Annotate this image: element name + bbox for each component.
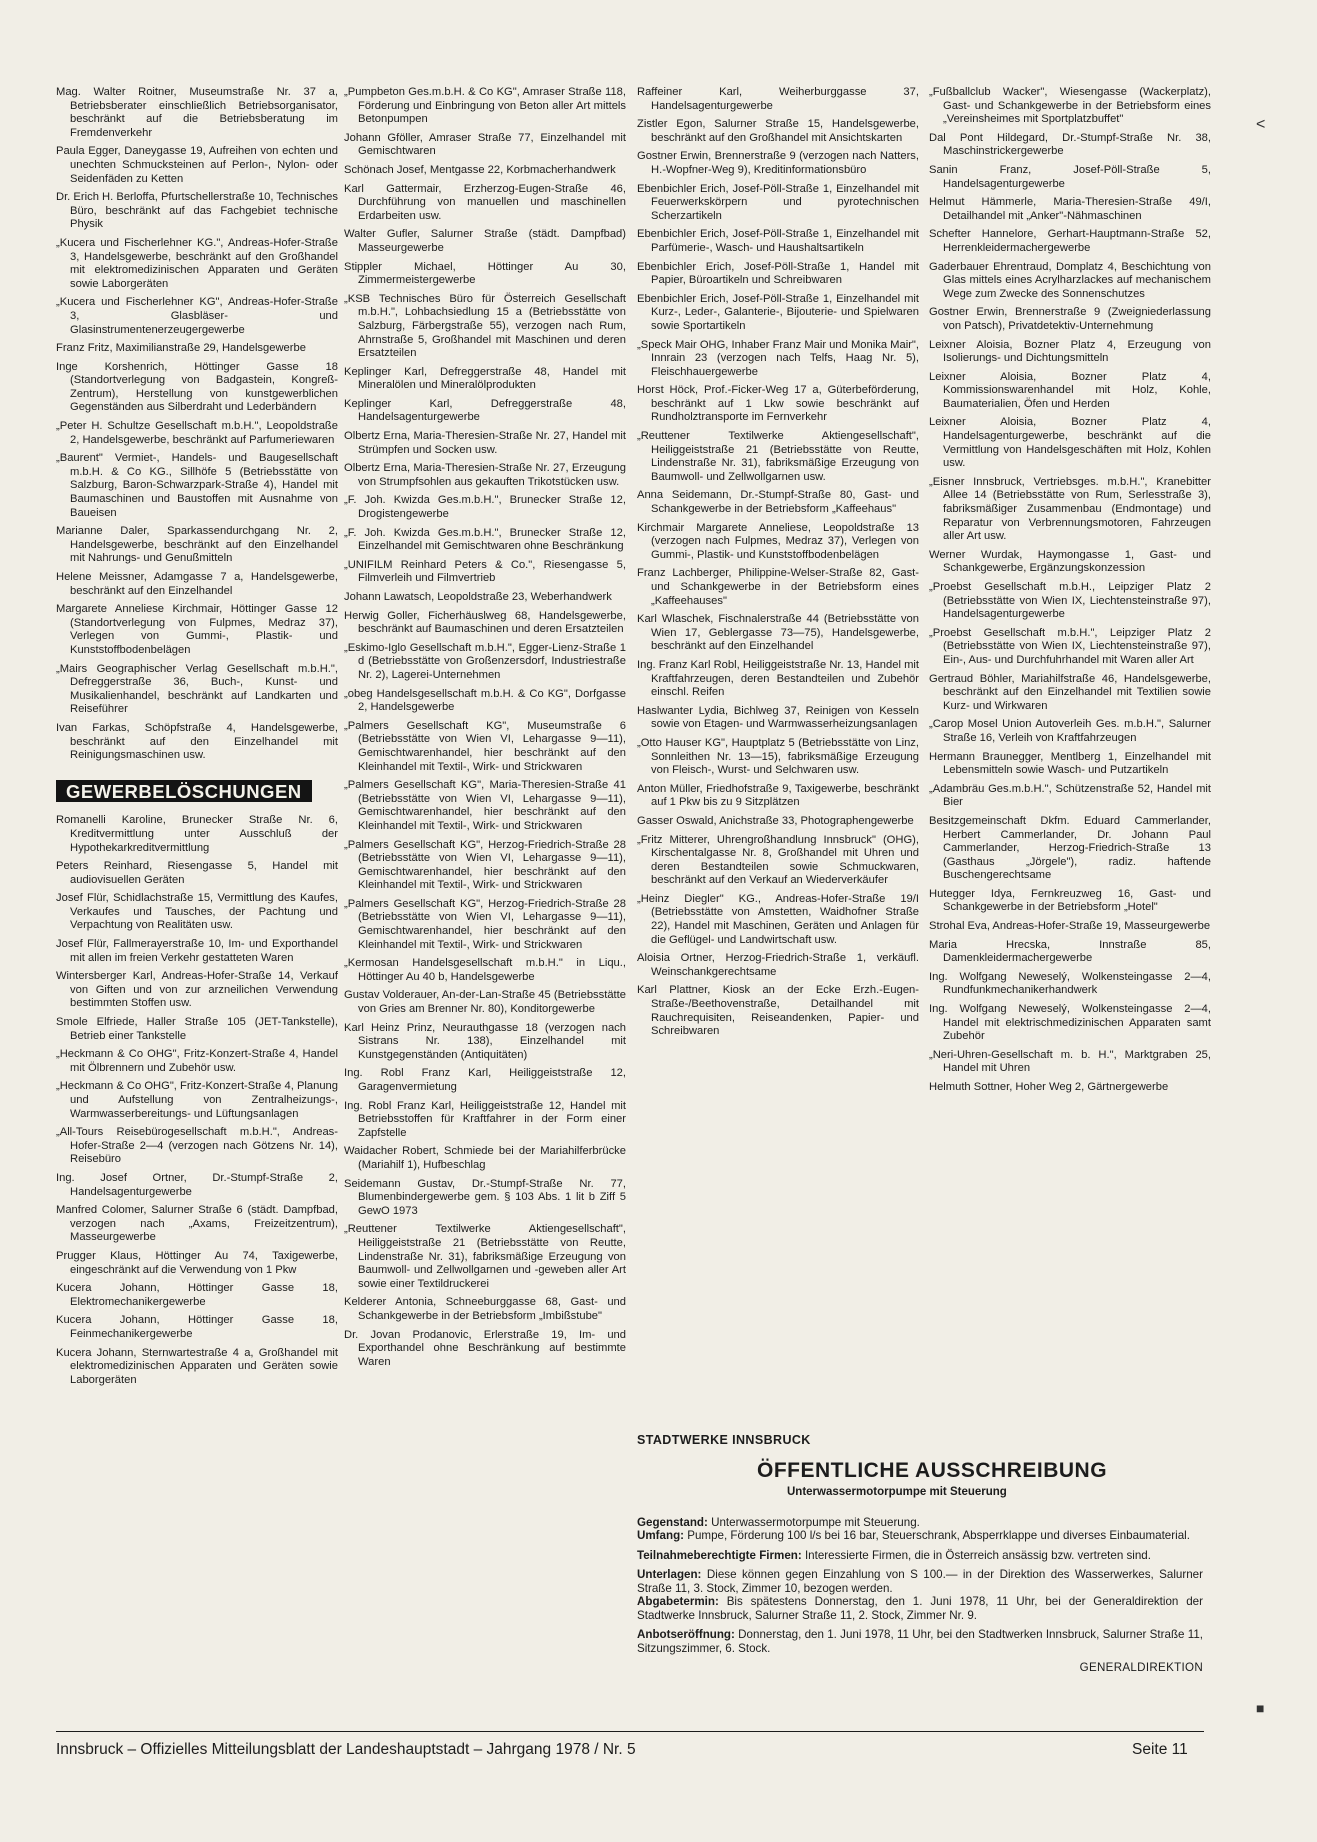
register-entry: Ebenbichler Erich, Josef-Pöll-Straße 1, Einzelhandel mit Feuerwerkskörpern und pyrotechnischen Scherzartikeln [637, 182, 919, 222]
tender-organization: STADTWERKE INNSBRUCK [637, 1433, 811, 1447]
register-entry: Josef Flür, Fallmerayerstraße 10, Im- und Exporthandel mit allen im freien Verkehr gestatteten Waren [56, 938, 338, 964]
register-entry: Kucera Johann, Höttinger Gasse 18, Feinmechanikergewerbe [56, 1314, 338, 1340]
tender-opening: Anbotseröffnung: Donnerstag, den 1. Juni 1978, 11 Uhr, bei den Stadtwerken Innsbruck, Salurner Straße 11, Sitzungszimmer, 6. Stock. [637, 1628, 1203, 1655]
register-entry: Ivan Farkas, Schöpfstraße 4, Handelsgewerbe, beschränkt auf den Einzelhandel mit Reinigungsmaschinen usw. [56, 721, 338, 762]
tender-signature: GENERALDIREKTION [1079, 1661, 1203, 1674]
register-entry: Besitzgemeinschaft Dkfm. Eduard Cammerlander, Herbert Cammerlander, Dr. Johann Paul Cammerlander, Herzog-Friedrich-Straße 13 (Gasthaus „Jörgele"), radiz. haftende Buschengerechtsame [929, 814, 1211, 882]
register-entry: Herwig Goller, Ficherhäuslweg 68, Handelsgewerbe, beschränkt auf Baumaschinen und deren Ersatzteilen [344, 609, 626, 636]
register-entry: Hermann Braunegger, Mentlberg 1, Einzelhandel mit Lebensmitteln sowie Wasch- und Putzartikeln [929, 750, 1211, 777]
register-entry: Margarete Anneliese Kirchmair, Höttinger Gasse 12 (Standortverlegung von Fulpmes, Medraz 37), Verlegen von Gummi-, Plastik- und Kunststoffbodenbelägen [56, 603, 338, 656]
register-entry: „Peter H. Schultze Gesellschaft m.b.H.", Leopoldstraße 2, Handelsgewerbe, beschränkt auf Parfumeriewaren [56, 420, 338, 446]
register-entry: Anton Müller, Friedhofstraße 9, Taxigewerbe, beschränkt auf 1 Pkw bis zu 9 Sitzplätzen [637, 782, 919, 809]
register-entry: „Palmers Gesellschaft KG", Herzog-Friedrich-Straße 28 (Betriebsstätte von Wien VI, Lehargasse 9—11), Gemischtwarenhandel, hier beschränkt auf den Kleinhandel mit Textil-, Wirk- und Strickwaren [344, 897, 626, 951]
register-entry: Johann Gföller, Amraser Straße 77, Einzelhandel mit Gemischtwaren [344, 131, 626, 158]
register-entry: Karl Gattermair, Erzherzog-Eugen-Straße 46, Durchführung von manuellen und maschinellen Erdarbeiten usw. [344, 182, 626, 222]
register-entry: „Kucera und Fischerlehner KG.", Andreas-Hofer-Straße 3, Handelsgewerbe, beschränkt auf den Großhandel mit elektromedizinischen Apparaten und Geräten sowie Laborgeräten [56, 236, 338, 290]
register-entry: Gostner Erwin, Brennerstraße 9 (Zweigniederlassung von Patsch), Privatdetektiv-Unternehmung [929, 306, 1211, 332]
register-entry: Kelderer Antonia, Schneeburggasse 68, Gast- und Schankgewerbe in der Betriebsform „Imbißstube" [344, 1296, 626, 1322]
register-entry: Gasser Oswald, Anichstraße 33, Photographengewerbe [637, 814, 914, 827]
footer-rule [56, 1731, 1204, 1732]
tender-title: ÖFFENTLICHE AUSSCHREIBUNG [757, 1458, 1108, 1482]
register-entry: „F. Joh. Kwizda Ges.m.b.H.", Brunecker Straße 12, Drogistengewerbe [344, 494, 626, 521]
register-entry: „Heinz Diegler" KG., Andreas-Hofer-Straße 19/I (Betriebsstätte von Amstetten, Waidhofner Straße 22), Handel mit Maschinen, Geräten und Anlagen für die Geflügel- und Landwirtschaft usw. [637, 892, 919, 946]
register-entry: „Kucera und Fischerlehner KG", Andreas-Hofer-Straße 3, Glasbläser- und Glasinstrumentenerzeugergewerbe [56, 296, 338, 336]
register-entry: Dr. Jovan Prodanovic, Erlerstraße 19, Im- und Exporthandel ohne Beschränkung auf bestimmte Waren [344, 1328, 626, 1368]
register-entry: Karl Plattner, Kiosk an der Ecke Erzh.-Eugen-Straße-/Beethovenstraße, Detailhandel mit Rauchrequisiten, Reiseandenken, Papier- und Schreibwaren [637, 984, 919, 1038]
register-entry: Mag. Walter Roitner, Museumstraße Nr. 37 a, Betriebsberater einschließlich Betriebsorganisator, beschränkt auf die Betriebsberatung im Fremdenverkehr [56, 86, 338, 139]
register-entry: Keplinger Karl, Defreggerstraße 48, Handelsagenturgewerbe [344, 397, 626, 424]
register-entry: „Palmers Gesellschaft KG", Herzog-Friedrich-Straße 28 (Betriebsstätte von Wien VI, Lehargasse 9—11), Gemischtwarenhandel, hier beschränkt auf den Kleinhandel mit Textil-, Wirk- und Strickwaren [344, 838, 626, 892]
register-entry: Josef Flür, Schidlachstraße 15, Vermittlung des Kaufes, Verkaufes und Tausches, der Pachtung und Verpachtung von Realitäten usw. [56, 892, 338, 932]
margin-mark: < [1256, 116, 1266, 133]
register-entry: Helmuth Sottner, Hoher Weg 2, Gärtnergewerbe [929, 1081, 1169, 1093]
register-entry: „Otto Hauser KG", Hauptplatz 5 (Betriebsstätte von Linz, Sonnleithen Nr. 13—15), fabriksmäßige Erzeugung von Fleisch-, Wurst- und Selchwaren usw. [637, 736, 919, 777]
register-entry: „UNIFILM Reinhard Peters & Co.", Riesengasse 5, Filmverleih und Filmvertrieb [344, 558, 626, 585]
register-entry: „Proebst Gesellschaft m.b.H., Leipziger Platz 2 (Betriebsstätte von Wien IX, Liechtensteinstraße 97), Handelsagenturgewerbe [929, 581, 1211, 621]
register-entry: Leixner Aloisia, Bozner Platz 4, Kommissionswarenhandel mit Holz, Kohle, Baumaterialien, Öfen und Herden [929, 370, 1211, 410]
register-entry: „Eskimo-Iglo Gesellschaft m.b.H.", Egger-Lienz-Straße 1 d (Betriebsstätte von Großenzersdorf, Industriestraße Nr. 2), Lagerei-Unternehmen [344, 641, 626, 681]
public-tender-notice [637, 1434, 1203, 1675]
register-entry: Smole Elfriede, Haller Straße 105 (JET-Tankstelle), Betrieb einer Tankstelle [56, 1016, 338, 1042]
register-entry: Anna Seidemann, Dr.-Stumpf-Straße 80, Gast- und Schankgewerbe in der Betriebsform „Kaffeehaus" [637, 489, 919, 516]
register-entry: Strohal Eva, Andreas-Hofer-Straße 19, Masseurgewerbe [929, 920, 1211, 933]
register-entry: „Carop Mosel Union Autoverleih Ges. m.b.H.", Salurner Straße 16, Verleih von Kraftfahrzeugen [929, 718, 1211, 744]
register-entry: Werner Wurdak, Haymongasse 1, Gast- und Schankgewerbe, Ergänzungskonzession [929, 548, 1211, 575]
register-entry: Leixner Aloisia, Bozner Platz 4, Erzeugung von Isolierungs- und Dichtungsmitteln [929, 338, 1211, 365]
register-entry: Waidacher Robert, Schmiede bei der Mariahilferbrücke (Mariahilf 1), Hufbeschlag [344, 1145, 626, 1171]
register-entry: Romanelli Karoline, Brunecker Straße Nr. 6, Kreditvermittlung unter Ausschluß der Hypothekarkreditvermittlung [56, 814, 338, 854]
register-entry: Olbertz Erna, Maria-Theresien-Straße Nr. 27, Handel mit Strümpfen und Socken usw. [344, 430, 626, 456]
register-entry: Manfred Colomer, Salurner Straße 6 (städt. Dampfbad, verzogen nach „Axams, Freizeitzentrum), Masseurgewerbe [56, 1204, 338, 1244]
register-entry: Ing. Robl Franz Karl, Heiliggeiststraße 12, Garagenvermietung [344, 1067, 626, 1093]
register-entry: Marianne Daler, Sparkassendurchgang Nr. 2, Handelsgewerbe, beschränkt auf den Einzelhandel mit Nahrungs- und Genußmitteln [56, 525, 338, 565]
register-entry: „Adambräu Ges.m.b.H.", Schützenstraße 52, Handel mit Bier [929, 782, 1211, 809]
tender-eligibility: Teilnahmeberechtigte Firmen: Interessierte Firmen, die in Österreich ansässig bzw. vertreten sind. [637, 1548, 1151, 1562]
register-entry: „KSB Technisches Büro für Österreich Gesellschaft m.b.H.", Lohbachsiedlung 15 a (Betriebsstätte von Salzburg, Färbergstraße 55), verzogen nach Rum, Ahrnstraße 5, Großhandel mit Maschinen und deren Ersatzteilen [344, 292, 626, 360]
register-entry: Ebenbichler Erich, Josef-Pöll-Straße 1, Einzelhandel mit Parfümerie-, Wasch- und Haushaltsartikeln [637, 228, 919, 254]
register-entry: „obeg Handelsgesellschaft m.b.H. & Co KG", Dorfgasse 2, Handelsgewerbe [344, 687, 626, 714]
register-entry: „Pumpbeton Ges.m.b.H. & Co KG", Amraser Straße 118, Förderung und Einbringung von Beton aller Art mittels Betonpumpen [344, 86, 626, 126]
register-entry: Ing. Josef Ortner, Dr.-Stumpf-Straße 2, Handelsagenturgewerbe [56, 1171, 338, 1198]
tender-documents: Unterlagen: Diese können gegen Einzahlung von S 100.— in der Direktion des Wasserwerkes, Salurner Straße 11, 3. Stock, Zimmer 10, bezogen werden. Abgabetermin: Bis spätestens Donnerstag, den 1. Juni 1978, 11 Uhr, bei der Generaldirektion der Stadtwerke Innsbruck, Salurner Straße 11, 2. Stock, Zimmer Nr. 9. [637, 1568, 1203, 1622]
register-entry: Keplinger Karl, Defreggerstraße 48, Handel mit Mineralölen und Mineralölprodukten [344, 365, 626, 392]
column-4 [929, 86, 1211, 1100]
register-entry: Ing. Wolfgang Neweselý, Wolkensteingasse 2—4, Rundfunkmechanikerhandwerk [929, 970, 1211, 997]
register-entry: Horst Höck, Prof.-Ficker-Weg 17 a, Güterbeförderung, beschränkt auf 1 Lkw sowie beschränkt auf Rundholztransporte im Fernverkehr [637, 384, 919, 424]
register-entry: „Speck Mair OHG, Inhaber Franz Mair und Monika Mair", Innrain 23 (verzogen nach Telfs, Haag Nr. 5), Fleischhauergewerbe [637, 338, 919, 378]
register-entry: Schönach Josef, Mentgasse 22, Korbmacherhandwerk [344, 163, 616, 176]
register-entry: Ebenbichler Erich, Josef-Pöll-Straße 1, Handel mit Papier, Büroartikeln und Schreibwaren [637, 260, 919, 287]
register-entry: Maria Hrecska, Innstraße 85, Damenkleidermachergewerbe [929, 938, 1211, 965]
register-entry: Kucera Johann, Sternwartestraße 4 a, Großhandel mit elektromedizinischen Apparaten und Geräten sowie Laborgeräten [56, 1346, 338, 1386]
register-entry: Prugger Klaus, Höttinger Au 74, Taxigewerbe, eingeschränkt auf die Verwendung von 1 Pkw [56, 1249, 338, 1276]
register-entry: „Fritz Mitterer, Uhrengroßhandlung Innsbruck" (OHG), Kirschentalgasse Nr. 8, Großhandel mit Uhren und deren Bestandteilen sowie Schmuckwaren, beschränkt auf den Verkauf an Wiederverkäufer [637, 833, 919, 887]
register-entry: „All-Tours Reisebürogesellschaft m.b.H.", Andreas-Hofer-Straße 2—4 (verzogen nach Götzens Nr. 14), Reisebüro [56, 1126, 338, 1166]
register-entry: Schefter Hannelore, Gerhart-Hauptmann-Straße 52, Herrenkleidermachergewerbe [929, 228, 1211, 254]
section-header: GEWERBELÖSCHUNGEN [56, 780, 312, 803]
register-entry: Paula Egger, Daneygasse 19, Aufreihen von echten und unechten Schmucksteinen auf Perlon-, Nylon- oder Seidenfäden zu Ketten [56, 145, 338, 185]
register-entry: Walter Gufler, Salurner Straße (städt. Dampfbad) Masseurgewerbe [344, 228, 626, 254]
register-entry: Hutegger Idya, Fernkreuzweg 16, Gast- und Schankgewerbe in der Betriebsform „Hotel" [929, 887, 1211, 914]
register-entry: Olbertz Erna, Maria-Theresien-Straße Nr. 27, Erzeugung von Strumpfsohlen aus gekauften Trikotstücken usw. [344, 462, 626, 488]
register-entry: Gaderbauer Ehrentraud, Domplatz 4, Beschichtung von Glas mittels eines Acrylharzlackes auf mechanischem Wege zum Zwecke des Sonnenschutzes [929, 260, 1211, 300]
footer-publication: Innsbruck – Offizielles Mitteilungsblatt der Landeshauptstadt – Jahrgang 1978 / Nr. 5 [56, 1741, 636, 1758]
register-entry: Haslwanter Lydia, Bichlweg 37, Reinigen von Kesseln sowie von Etagen- und Warmwasserheizungsanlagen [637, 704, 919, 731]
register-entry: Wintersberger Karl, Andreas-Hofer-Straße 14, Verkauf von Giften und von zur arzneilichen Verwendung bestimmten Stoffen usw. [56, 970, 338, 1010]
register-entry: „Palmers Gesellschaft KG", Maria-Theresien-Straße 41 (Betriebsstätte von Wien VI, Lehargasse 9—11), Gemischtwarenhandel, hier beschränkt auf den Kleinhandel mit Textil-, Wirk- und Strickwaren [344, 779, 626, 832]
register-entry: Karl Wlaschek, Fischnalerstraße 44 (Betriebsstätte von Wien 17, Geblergasse 73—75), Handelsgewerbe, beschränkt auf den Einzelhandel [637, 613, 919, 653]
register-entry: „Reuttener Textilwerke Aktiengesellschaft", Heiliggeiststraße 21 (Betriebsstätte von Reutte, Lindenstraße Nr. 31), fabriksmäßige Erzeugung von Baumwoll- und Zellwollgarnen usw. [637, 430, 919, 483]
register-entry: Zistler Egon, Salurner Straße 15, Handelsgewerbe, beschränkt auf den Großhandel mit Ansichtskarten [637, 118, 919, 144]
register-entry: „Mairs Geographischer Verlag Gesellschaft m.b.H.", Defreggerstraße 36, Buch-, Kunst- und Musikalienhandel, beschränkt auf Landkarten und Reiseführer [56, 662, 338, 716]
register-entry: Inge Korshenrich, Höttinger Gasse 18 (Standortverlegung von Badgastein, Kongreß-Zentrum), Herstellung von kunstgewerblichen Gegenständen aus Silberdraht und Lederbändern [56, 360, 338, 414]
register-entry: „Heckmann & Co OHG", Fritz-Konzert-Straße 4, Handel mit Ölbrennern und Zubehör usw. [56, 1048, 338, 1074]
register-entry: „Palmers Gesellschaft KG", Museumstraße 6 (Betriebsstätte von Wien VI, Lehargasse 9—11), Gemischtwarenhandel, hier beschränkt auf den Kleinhandel mit Textil-, Wirk- und Strickwaren [344, 719, 626, 773]
column-1 [56, 86, 338, 1392]
register-entry: Franz Lachberger, Philippine-Welser-Straße 82, Gast- und Schankgewerbe in der Betriebsform eines „Kaffeehauses" [637, 567, 919, 607]
register-entry: „Reuttener Textilwerke Aktiengesellschaft", Heiliggeiststraße 21 (Betriebsstätte von Reutte, Lindenstraße Nr. 31), fabriksmäßige Erzeugung von Baumwoll- und Zellwollgarnen und -geweben aller Art sowie einer Textildruckerei [344, 1223, 626, 1290]
register-entry: „F. Joh. Kwizda Ges.m.b.H.", Brunecker Straße 12, Einzelhandel mit Gemischtwaren ohne Beschränkung [344, 526, 626, 553]
register-entry: „Neri-Uhren-Gesellschaft m. b. H.", Marktgraben 25, Handel mit Uhren [929, 1048, 1211, 1075]
register-entry: Raffeiner Karl, Weiherburggasse 37, Handelsagenturgewerbe [637, 86, 919, 112]
column-3 [637, 86, 919, 1044]
register-entry: Dr. Erich H. Berloffa, Pfurtschellerstraße 10, Technisches Büro, beschränkt auf das Fachgebiet technische Physik [56, 191, 338, 231]
register-entry: Helene Meissner, Adamgasse 7 a, Handelsgewerbe, beschränkt auf den Einzelhandel [56, 571, 338, 597]
register-entry: „Fußballclub Wacker", Wiesengasse (Wackerplatz), Gast- und Schankgewerbe in der Betriebsform eines „Vereinsheimes mit Sportplatzbuffet" [929, 86, 1211, 126]
register-entry: „Heckmann & Co OHG", Fritz-Konzert-Straße 4, Planung und Aufstellung von Zentralheizungs-, Warmwasserbereitungs- und Lüftungsanlagen [56, 1080, 338, 1120]
register-entry: Aloisia Ortner, Herzog-Friedrich-Straße 1, verkäufl. Weinschankgerechtsame [637, 952, 919, 978]
register-entry: Helmut Hämmerle, Maria-Theresien-Straße 49/I, Detailhandel mit „Anker"-Nähmaschinen [929, 196, 1211, 222]
register-entry: Gustav Volderauer, An-der-Lan-Straße 45 (Betriebsstätte von Gries am Brenner Nr. 80), Konditorgewerbe [344, 989, 626, 1016]
register-entry: Franz Fritz, Maximilianstraße 29, Handelsgewerbe [56, 342, 306, 355]
column-2 [344, 86, 626, 1374]
tender-subtitle: Unterwassermotorpumpe mit Steuerung [787, 1486, 1007, 1498]
register-entry: Johann Lawatsch, Leopoldstraße 23, Weberhandwerk [344, 591, 612, 603]
register-entry: Gertraud Böhler, Mariahilfstraße 46, Handelsgewerbe, beschränkt auf den Einzelhandel mit Textilien sowie Kurz- und Wirkwaren [929, 672, 1211, 712]
register-entry: Gostner Erwin, Brennerstraße 9 (verzogen nach Natters, H.-Wopfner-Weg 9), Kreditinformationsbüro [637, 150, 919, 176]
register-entry: Peters Reinhard, Riesengasse 5, Handel mit audiovisuellen Geräten [56, 860, 338, 886]
register-entry: Sanin Franz, Josef-Pöll-Straße 5, Handelsagenturgewerbe [929, 163, 1211, 190]
register-entry: Kucera Johann, Höttinger Gasse 18, Elektromechanikergewerbe [56, 1282, 338, 1308]
register-entry: Ing. Wolfgang Neweselý, Wolkensteingasse 2—4, Handel mit elektrischmedizinischen Apparaten samt Zubehör [929, 1003, 1211, 1043]
register-entry: „Baurent" Vermiet-, Handels- und Baugesellschaft m.b.H. & Co KG., Sillhöfe 5 (Betriebsstätte von Salzburg, Baron-Schwarzpark-Straße 4), Handel mit Baumaschinen und Baustoffen mit Ausnahme von Baueisen [56, 452, 338, 519]
register-entry: Dal Pont Hildegard, Dr.-Stumpf-Straße Nr. 38, Maschinstrickergewerbe [929, 131, 1211, 158]
register-entry: Stippler Michael, Höttinger Au 30, Zimmermeistergewerbe [344, 260, 626, 287]
register-entry: Ebenbichler Erich, Josef-Pöll-Straße 1, Einzelhandel mit Kurz-, Leder-, Galanterie-, Bijouterie- und Spielwaren sowie Sportartikeln [637, 292, 919, 332]
register-entry: Ing. Franz Karl Robl, Heiliggeiststraße Nr. 13, Handel mit Kraftfahrzeugen, deren Bestandteilen und Zubehör einschl. Reifen [637, 658, 919, 699]
page-number: Seite 11 [1132, 1741, 1188, 1758]
register-entry: Kirchmair Margarete Anneliese, Leopoldstraße 13 (verzogen nach Fulpmes, Medraz 37), Verlegen von Gummi-, Plastik- und Kunststoffbodenbelägen [637, 521, 919, 561]
register-entry: Karl Heinz Prinz, Neurauthgasse 18 (verzogen nach Sistrans Nr. 138), Einzelhandel mit Kunstgegenständen (Antiquitäten) [344, 1021, 626, 1061]
tender-subject: Gegenstand: Unterwassermotorpumpe mit Steuerung. Umfang: Pumpe, Förderung 100 l/s bei 16 bar, Steuerschrank, Absperrklappe und diverses Einbaumaterial. [637, 1515, 1190, 1542]
register-entry: „Proebst Gesellschaft m.b.H.", Leipziger Platz 2 (Betriebsstätte von Wien IX, Liechtensteinstraße 97), Ein-, Aus- und Durchfuhrhandel mit Waren aller Art [929, 626, 1211, 666]
register-entry: Ing. Robl Franz Karl, Heiliggeiststraße 12, Handel mit Betriebsstoffen für Kraftfahrer in der Form einer Zapfstelle [344, 1099, 626, 1139]
margin-mark: ■ [1256, 1700, 1265, 1716]
register-entry: „Kermosan Handelsgesellschaft m.b.H." in Liqu., Höttinger Au 40 b, Handelsgewerbe [344, 957, 626, 983]
register-entry: Seidemann Gustav, Dr.-Stumpf-Straße Nr. 77, Blumenbindergewerbe gem. § 103 Abs. 1 lit b Ziff 5 GewO 1973 [344, 1177, 626, 1217]
register-entry: „Eisner Innsbruck, Vertriebsges. m.b.H.", Kranebitter Allee 14 (Betriebsstätte von Rum, Serlesstraße 3), fabriksmäßiger Zusammenbau (Endmontage) und Reparatur von Verbrennungsmotoren, Fahrzeugen aller Art usw. [929, 475, 1211, 543]
register-entry: Leixner Aloisia, Bozner Platz 4, Handelsagenturgewerbe, beschränkt auf die Vermittlung von Handelsgeschäften mit Holz, Kohlen usw. [929, 416, 1211, 470]
